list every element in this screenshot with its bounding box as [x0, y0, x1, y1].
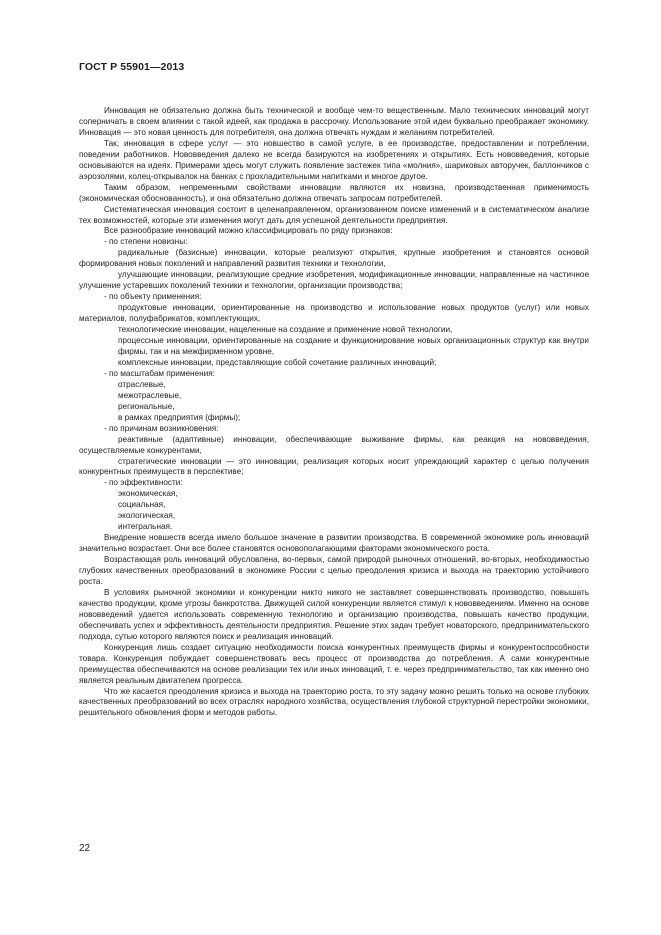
paragraph: В условиях рыночной экономики и конкуренции никто никого не заставляет совершенствовать производство, повышать качество продукции, кроме угрозы банкротства. Движущей силой конкуренции является стимул к нововведениям. Именно на основе нововведений удается использовать современную технологию и организацию производства, повышать качество продукции, обеспечивать успех и эффективность деятельности предприятия. Решение этих задач требует новаторского, предпринимательского подхода, сутью которого являются поиск и реализация инноваций.: [79, 587, 589, 641]
paragraph: - по объекту применения:: [104, 292, 202, 302]
paragraph: отраслевые,: [118, 379, 166, 389]
paragraph: - по степени новизны:: [104, 237, 188, 247]
paragraph: комплексные инновации, представляющие собой сочетание различных инноваций;: [118, 357, 437, 367]
paragraph: Так, инновация в сфере услуг — это новшество в самой услуге, в ее производстве, предоставлении и потреблении, поведении работников. Нововведения далеко не всегда базируются на изобретениях и открытиях. Есть нововведения, которые основываются на идеях. Примерами здесь могут служить появление застежек типа «молния», шариковых авторучек, баллончиков с аэрозолями, колец-открывалок на банках с прохладительными напитками и многое другое.: [79, 138, 589, 181]
paragraph: стратегические инновации — это инновации, реализация которых носит упреждающий характер с целью получения конкурентных преимуществ в перспективе;: [79, 456, 589, 477]
paragraph: Систематическая инновация состоит в целенаправленном, организованном поиске изменений и в систематическом анализе тех возможностей, которые эти изменения могут дать для успешной деятельности предприятия.: [79, 204, 589, 225]
page-number: 22: [79, 843, 91, 854]
paragraph: Что же касается преодоления кризиса и выхода на траекторию роста, то эту задачу можно решить только на основе глубоких качественных преобразований во всех отраслях народного хозяйства, осуществления глубокой структурной перестройки экономики, решительного обновления форм и методов работы.: [79, 686, 589, 718]
paragraph: Инновация не обязательно должна быть технической и вообще чем-то вещественным. Мало технических инноваций могут соперничать в своем влиянии с такой идеей, как продажа в рассрочку. Использование этой идеи буквально преображает экономику. Инновация — это новая ценность для потребителя, она должна отвечать нуждам и желаниям потребителей.: [79, 106, 589, 137]
paragraph: региональные,: [118, 401, 175, 411]
paragraph: продуктовые инновации, ориентированные на производство и использование новых продуктов (услуг) или новых материалов, полуфабрикатов, комплектующих,: [79, 303, 589, 324]
document-body: [79, 106, 589, 719]
paragraph: технологические инновации, нацеленные на создание и применение новой технологии,: [118, 325, 453, 335]
paragraph: - по масштабам применения:: [104, 368, 215, 378]
paragraph: Все разнообразие инноваций можно классифицировать по ряду признаков:: [104, 226, 393, 236]
paragraph: Внедрение новшеств всегда имело большое значение в развитии производства. В современной экономике роль инноваций значительно возрастает. Они все более становятся основополагающими факторами экономического роста.: [79, 533, 589, 554]
paragraph: Таким образом, непременными свойствами инновации являются их новизна, производственная применимость (экономическая обоснованность), и она обязательно должна отвечать запросам потребителей.: [79, 182, 589, 203]
paragraph: интегральная.: [118, 522, 173, 532]
standard-header: ГОСТ Р 55901—2013: [79, 61, 185, 73]
paragraph: Возрастающая роль инноваций обусловлена, во-первых, самой природой рыночных отношений, во-вторых, необходимостью глубоких качественных преобразований в экономике России с целью преодоления кризиса и выхода на траекторию устойчивого роста.: [79, 555, 589, 586]
paragraph: - по эффективности:: [104, 478, 183, 488]
paragraph: экономическая,: [118, 489, 178, 499]
paragraph: реактивные (адаптивные) инновации, обеспечивающие выживание фирмы, как реакция на нововведения, осуществляемые конкурентами,: [79, 434, 589, 455]
paragraph: Конкуренция лишь создает ситуацию необходимости поиска конкурентных преимуществ фирмы и конкурентоспособности товара. Конкуренция побуждает совершенствовать весь процесс от производства до потребления. А сами конкурентные преимущества обеспечиваются на основе реализации тех или иных инноваций, т. е. через предпринимательство, так как именно оно является реальным двигателем прогресса.: [79, 642, 589, 685]
paragraph: межотраслевые,: [118, 390, 182, 400]
paragraph: в рамках предприятия (фирмы);: [118, 412, 241, 422]
paragraph: социальная,: [118, 500, 166, 510]
paragraph: экологическая,: [118, 511, 176, 521]
paragraph: процессные инновации, ориентированные на создание и функционирование новых организационных структур как внутри фирмы, так и на межфирменном уровне,: [118, 336, 589, 356]
paragraph: - по причинам возникновения:: [104, 423, 219, 433]
paragraph: улучшающие инновации, реализующие средние изобретения, модификационные инновации, направленные на частичное улучшение устаревших поколений техники и технологии, организации производства;: [79, 270, 589, 291]
paragraph: радикальные (базисные) инновации, которые реализуют открытия, крупные изобретения и становятся основой формирования новых поколений и направлений развития техники и технологии,: [79, 248, 589, 269]
